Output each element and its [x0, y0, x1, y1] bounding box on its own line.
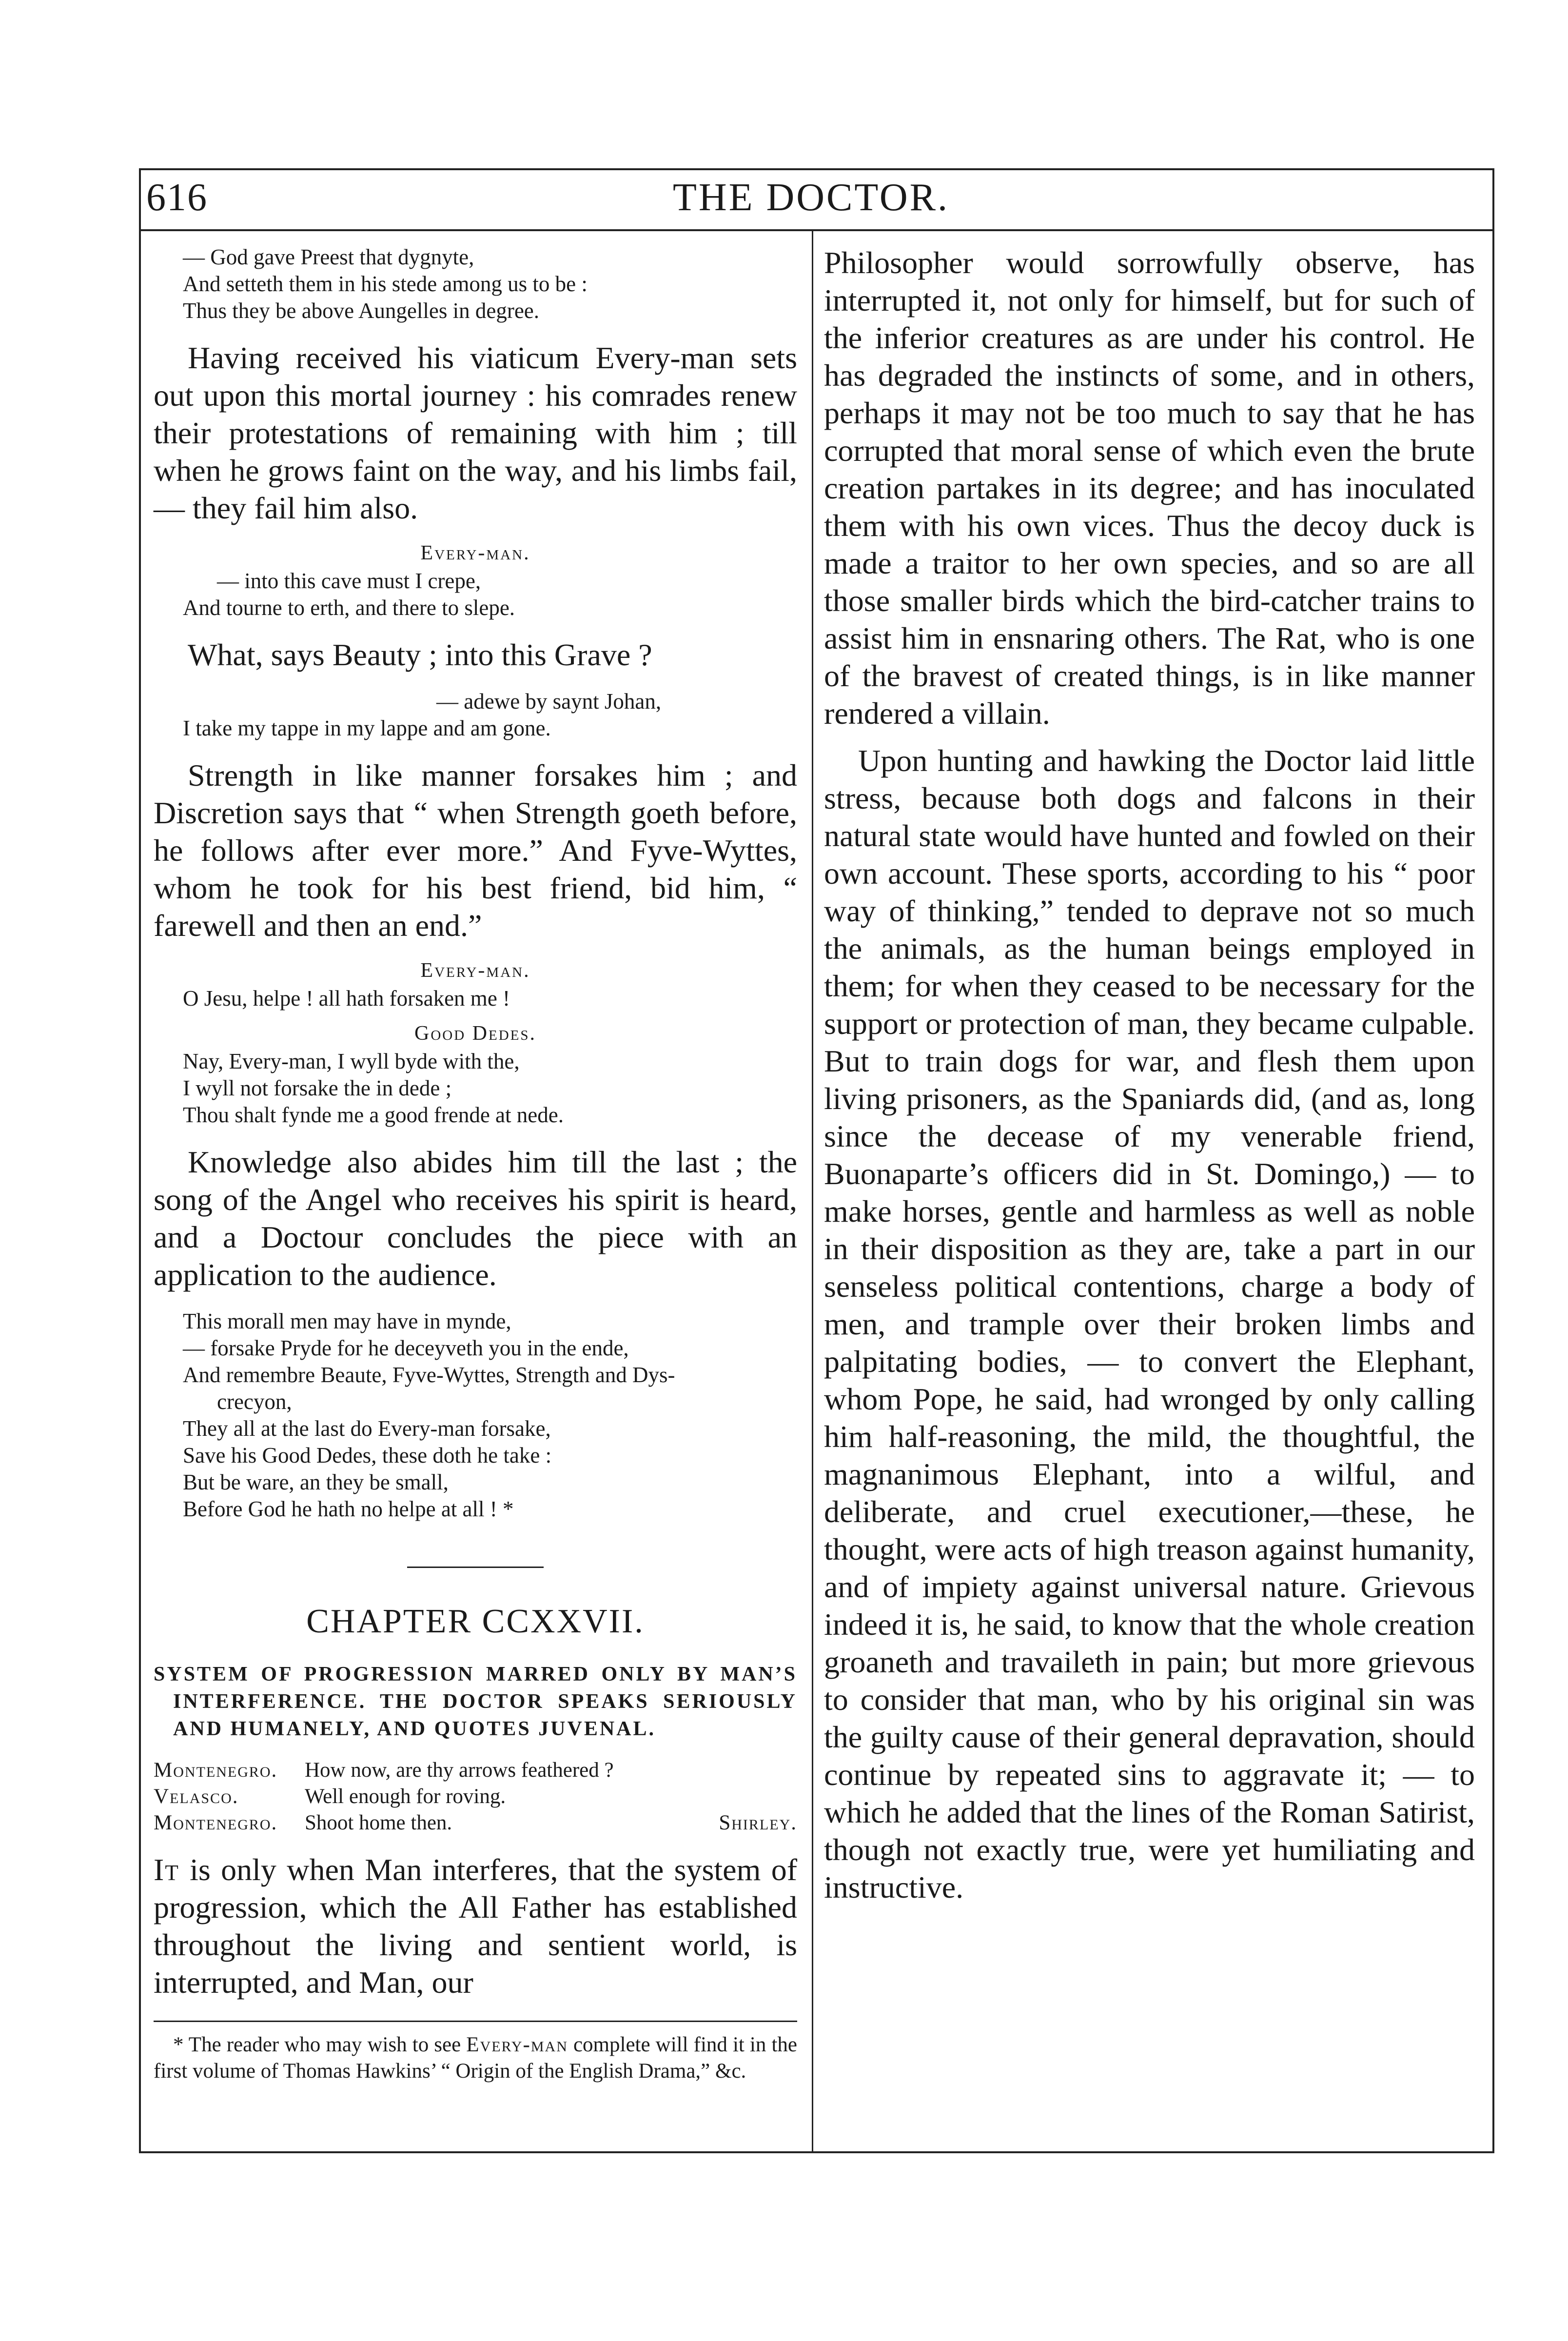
dialogue-speaker: Velasco.: [154, 1785, 239, 1808]
header-rule: [139, 229, 1494, 231]
verse-line: Before God he hath no helpe at all ! *: [183, 1497, 514, 1521]
dialogue-row: [154, 1757, 797, 1784]
footnote: [154, 2032, 797, 2084]
verse-block: [183, 985, 797, 1012]
dialogue-row: [154, 1810, 797, 1836]
running-title: THE DOCTOR.: [673, 176, 949, 219]
verse-line: — adewe by saynt Johan,: [436, 689, 662, 714]
speaker-name: Every-man.: [420, 542, 530, 564]
verse-block: [183, 688, 797, 742]
verse-block: [183, 1308, 797, 1523]
verse-line: — God gave Preest that dygnyte,: [183, 245, 474, 269]
dialogue-speaker: Montenegro.: [154, 1811, 278, 1834]
verse-line: — into this cave must I crepe,: [217, 569, 481, 593]
verse-line: And setteth them in his stede among us to be :: [183, 272, 588, 296]
page-number: 616: [146, 176, 208, 219]
chapter-summary: SYSTEM OF PROGRESSION MARRED ONLY BY MAN’S INTERFERENCE. THE DOCTOR SPEAKS SERIOUSLY AND HUMANELY, AND QUOTES JUVENAL.: [154, 1663, 797, 1740]
verse-line: And remembre Beaute, Fyve-Wyttes, Strength and Dys-: [183, 1363, 675, 1387]
lead-word: It: [154, 1852, 179, 1887]
verse-line: And tourne to erth, and there to slepe.: [183, 595, 515, 620]
footnote-rule: [154, 2021, 797, 2022]
footnote-text: * The reader who may wish to see: [173, 2033, 467, 2056]
paragraph: Having received his viaticum Every-man sets out upon this mortal journey : his comrades renew their protestations of remaining with him ; till when he grows faint on the way, and his limbs fail, — they fail him also.: [154, 340, 797, 525]
dialogue-line: Shoot home then.: [305, 1811, 452, 1834]
verse-line: — forsake Pryde for he deceyveth you in the ende,: [183, 1336, 629, 1360]
verse-line: I take my tappe in my lappe and am gone.: [183, 716, 551, 740]
left-column: [154, 244, 797, 2084]
paragraph: Philosopher would sorrowfully observe, has interrupted it, not only for himself, but for such of the inferior creatures as are under his control. He has degraded the instincts of some, and in others, perhaps it may not be too much to say that he has corrupted that moral sense of which even the brute creation partakes in its degree; and has inoculated them with his own vices. Thus the decoy duck is made a traitor to her own species, and so are all those smaller birds which the bird-catcher trains to assist him in ensnaring others. The Rat, who is one of the bravest of created things, is in like manner rendered a villain.: [824, 245, 1475, 731]
paragraph: What, says Beauty ; into this Grave ?: [188, 637, 652, 672]
verse-line: I wyll not forsake the in dede ;: [183, 1076, 452, 1100]
dialogue-line: How now, are thy arrows feathered ?: [305, 1759, 614, 1782]
paragraph: Knowledge also abides him till the last ; the song of the Angel who receives his spirit is heard, and a Doctour concludes the piece with an application to the audience.: [154, 1145, 797, 1292]
footnote-text: complete will find it in the first volume of Thomas Hawkins’ “ Origin of the English Drama,” &c.: [154, 2033, 797, 2083]
verse-line: crecyon,: [217, 1389, 292, 1414]
verse-line: They all at the last do Every-man forsake,: [183, 1416, 551, 1441]
verse-block: [183, 244, 797, 324]
verse-line: Save his Good Dedes, these doth he take :: [183, 1443, 552, 1468]
dialogue-row: [154, 1784, 797, 1810]
verse-block: [183, 568, 797, 621]
dialogue-line: Well enough for roving.: [305, 1785, 506, 1808]
dialogue-speaker: Montenegro.: [154, 1759, 278, 1782]
paragraph: [154, 1851, 797, 2001]
verse-line: This morall men may have in mynde,: [183, 1309, 511, 1333]
speaker-name: Good Dedes.: [414, 1022, 536, 1045]
epigraph-dialogue: [154, 1757, 797, 1836]
right-column: [824, 244, 1475, 1906]
section-divider: [407, 1567, 544, 1568]
paragraph: Strength in like manner forsakes him ; and Discretion says that “ when Strength goeth before, he follows after ever more.” And Fyve-Wyttes, whom he took for his best friend, bid him, “ farewell and then an end.”: [154, 758, 797, 943]
column-divider: [812, 229, 813, 2153]
verse-line: Thou shalt fynde me a good frende at nede.: [183, 1103, 564, 1127]
verse-line: O Jesu, helpe ! all hath forsaken me !: [183, 986, 510, 1011]
verse-line: Thus they be above Aungelles in degree.: [183, 298, 540, 323]
verse-block: [183, 1048, 797, 1129]
verse-line: But be ware, an they be small,: [183, 1470, 449, 1494]
paragraph-text: is only when Man interferes, that the system of progression, which the All Father has established throughout the living and sentient world, is interrupted, and Man, our: [154, 1852, 797, 2000]
speaker-name: Every-man.: [420, 959, 530, 982]
verse-line: Nay, Every-man, I wyll byde with the,: [183, 1049, 520, 1073]
footnote-smallcaps: Every-man: [466, 2033, 568, 2056]
chapter-title: CHAPTER CCXXVII.: [306, 1603, 645, 1640]
paragraph: Upon hunting and hawking the Doctor laid little stress, because both dogs and falcons in their natural state would have hunted and fowled on their own account. These sports, according to his “ poor way of thinking,” tended to deprave not so much the animals, as the human beings employed in them; for when they ceased to be necessary for the support or protection of man, they became culpable. But to train dogs for war, and flesh them upon living prisoners, as the Spaniards did, (and as, long since the decease of my venerable friend, Buonaparte’s officers did in St. Domingo,) — to make horses, gentle and harmless as well as noble in their disposition as they are, take a part in our senseless political contentions, charge a body of men, and trample over their broken limbs and palpitating bodies, — to convert the Elephant, whom Pope, he said, had wronged by only calling him half-reasoning, the mild, the thoughtful, the magnanimous Elephant, into a wilful, and deliberate, and cruel executioner,—these, he thought, were acts of high treason against humanity, and of impiety against universal nature. Grievous indeed it is, he said, to know that the whole creation groaneth and travaileth in pain; but more grievous to consider that man, who by his original sin was the guilty cause of their general depravation, should continue by repeated sins to aggravate it; — to which he added that the lines of the Roman Satirist, though not exactly true, were yet humiliating and instructive.: [824, 743, 1475, 1905]
epigraph-attribution: Shirley.: [719, 1811, 797, 1834]
